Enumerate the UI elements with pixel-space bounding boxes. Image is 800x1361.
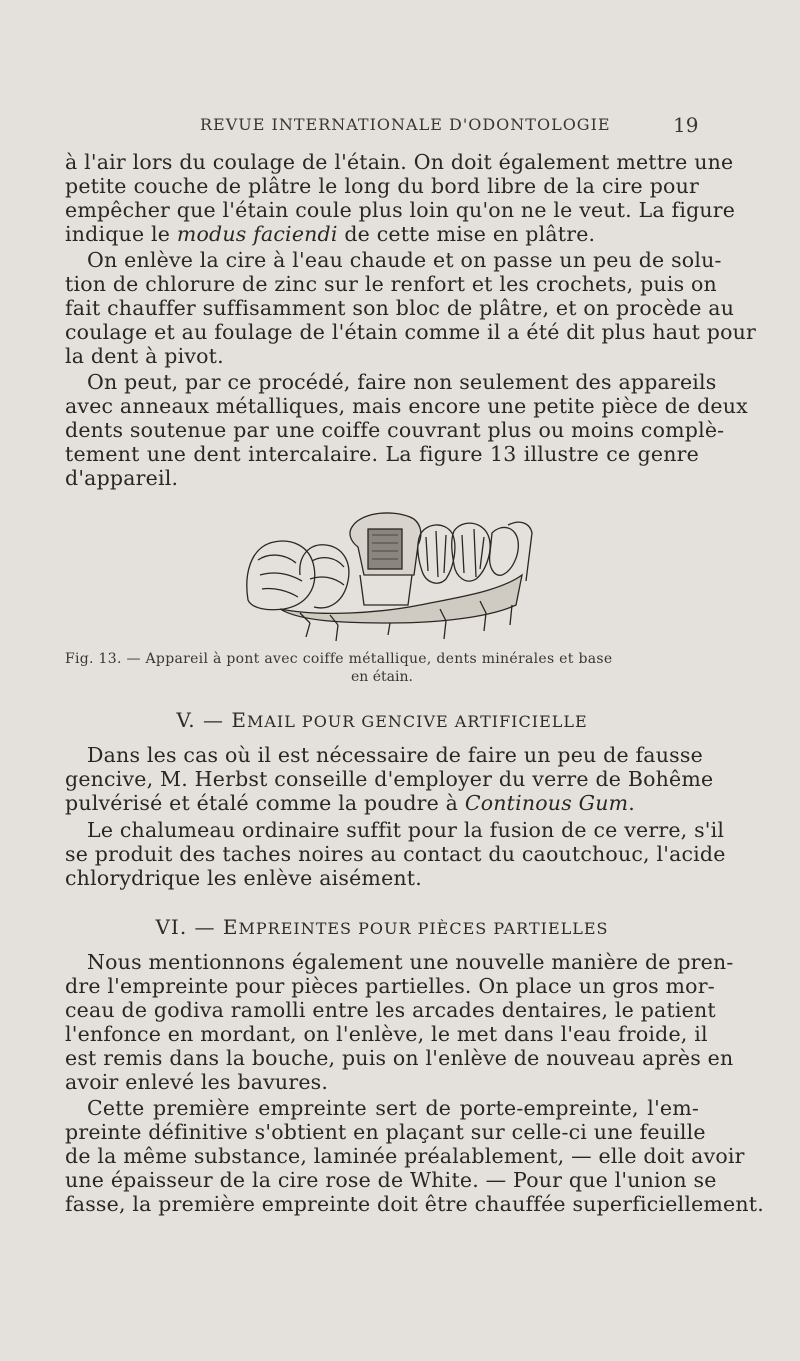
text-line: indique le modus faciendi de cette mise en plâtre. — [65, 222, 596, 246]
running-head — [0, 113, 800, 139]
section-heading-v: V. — EMAIL POUR GENCIVE ARTIFICIELLE — [176, 708, 588, 732]
caption-line: Fig. 13. — Appareil à pont avec coiffe métallique, dents minérales et base — [65, 651, 613, 667]
paragraph-3 — [65, 370, 748, 490]
paragraph-7 — [65, 1096, 764, 1216]
italic-term: modus faciendi — [176, 222, 338, 246]
paragraph-2 — [65, 248, 757, 368]
text-line: fasse, la première empreinte doit être chauffée superficiellement. — [65, 1192, 764, 1216]
text-line: chlorydrique les enlève aisément. — [65, 866, 422, 890]
text-line: la dent à pivot. — [65, 344, 224, 368]
figure-caption — [65, 650, 699, 686]
text-line: dre l'empreinte pour pièces partielles. On place un gros mor- — [65, 974, 715, 998]
text-line: ceau de godiva ramolli entre les arcades dentaires, le patient — [65, 998, 716, 1022]
paragraph-5 — [65, 818, 726, 890]
text-line: Nous mentionnons également une nouvelle manière de pren- — [87, 950, 734, 974]
paragraph-4 — [65, 743, 714, 815]
text-line: se produit des taches noires au contact du caoutchouc, l'acide — [65, 842, 726, 866]
text-line: Le chalumeau ordinaire suffit pour la fusion de ce verre, s'il — [87, 818, 725, 842]
text-line: pulvérisé et étalé comme la poudre à Continous Gum. — [65, 791, 635, 815]
text-line: On peut, par ce procédé, faire non seulement des appareils — [87, 370, 717, 394]
text-line: fait chauffer suffisamment son bloc de plâtre, et on procède au — [65, 296, 735, 320]
text-line: dents soutenue par une coiffe couvrant plus ou moins complè- — [65, 418, 725, 442]
text-line: preinte définitive s'obtient en plaçant sur celle-ci une feuille — [65, 1120, 706, 1144]
text-line: est remis dans la bouche, puis on l'enlève de nouveau après en — [65, 1046, 734, 1070]
text-line: tement une dent intercalaire. La figure 13 illustre ce genre — [65, 442, 699, 466]
section-heading-vi: VI. — EMPREINTES POUR PIÈCES PARTIELLES — [155, 915, 609, 939]
text-line: tion de chlorure de zinc sur le renfort et les crochets, puis on — [65, 272, 717, 296]
text-line: coulage et au foulage de l'étain comme il a été dit plus haut pour — [65, 320, 757, 344]
text-line: Dans les cas où il est nécessaire de faire un peu de fausse — [87, 743, 703, 767]
caption-line: en étain. — [351, 669, 413, 685]
running-title: REVUE INTERNATIONALE D'ODONTOLOGIE — [200, 115, 611, 134]
italic-term: Continous Gum — [464, 791, 629, 815]
text-line: une épaisseur de la cire rose de White. — Pour que l'union se — [65, 1168, 717, 1192]
text-line: d'appareil. — [65, 466, 179, 490]
text-line: gencive, M. Herbst conseille d'employer du verre de Bohême — [65, 767, 714, 791]
paragraph-6 — [65, 950, 734, 1094]
text-line: Cette première empreinte sert de porte-empreinte, l'em- — [87, 1096, 699, 1120]
dental-bridge-figure — [240, 505, 540, 645]
text-line: avoir enlevé les bavures. — [65, 1070, 329, 1094]
text-line: petite couche de plâtre le long du bord libre de la cire pour — [65, 174, 699, 198]
paragraph-1 — [65, 150, 736, 246]
text-line: de la même substance, laminée préalablement, — elle doit avoir — [65, 1144, 745, 1168]
text-line: On enlève la cire à l'eau chaude et on passe un peu de solu- — [87, 248, 722, 272]
text-line: l'enfonce en mordant, on l'enlève, le met dans l'eau froide, il — [65, 1022, 708, 1046]
text-line: empêcher que l'étain coule plus loin qu'on ne le veut. La figure — [65, 198, 736, 222]
page-number: 19 — [673, 113, 699, 137]
text-line: avec anneaux métalliques, mais encore une petite pièce de deux — [65, 394, 748, 418]
text-line: à l'air lors du coulage de l'étain. On doit également mettre une — [65, 150, 734, 174]
